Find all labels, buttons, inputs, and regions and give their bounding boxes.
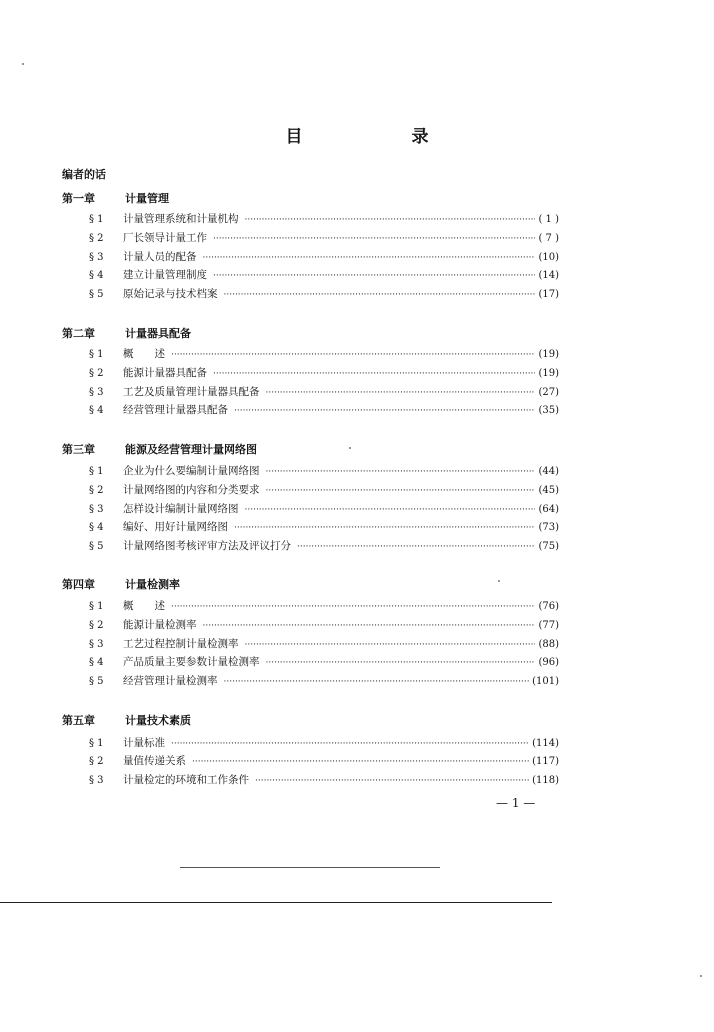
section-number: § 1	[89, 349, 104, 360]
page-ref: (64)	[538, 504, 559, 515]
page-ref: (27)	[538, 387, 559, 398]
toc-entry	[89, 211, 559, 227]
dot-leader	[245, 502, 536, 518]
section-title: 能源计量器具配备	[123, 367, 207, 379]
section-title: 能源计量检测率	[123, 619, 197, 631]
section-title: 原始记录与技术档案	[123, 288, 218, 300]
section-number: § 2	[89, 368, 104, 379]
chapter-number: 第四章	[62, 578, 95, 591]
chapter-number: 第一章	[62, 192, 95, 205]
chapter-heading	[62, 190, 169, 206]
section-number: § 3	[89, 639, 104, 650]
scan-speck	[498, 580, 500, 582]
dot-leader	[245, 212, 536, 228]
section-title: 厂长领导计量工作	[123, 232, 207, 244]
dot-leader	[213, 268, 535, 284]
toc-entry	[89, 267, 559, 283]
section-number: § 4	[89, 522, 104, 533]
chapter-heading	[62, 441, 257, 457]
toc-entry	[89, 617, 559, 633]
dot-leader	[203, 250, 536, 266]
toc-entry	[89, 598, 559, 614]
page-ref: (19)	[538, 368, 559, 379]
dot-leader	[234, 403, 535, 419]
dot-leader	[297, 539, 535, 555]
dot-leader	[203, 618, 536, 634]
page-ref: (73)	[538, 522, 559, 533]
page-ref: ( 7 )	[538, 233, 559, 244]
page-ref: (76)	[538, 601, 559, 612]
toc-entry	[89, 286, 559, 302]
section-number: § 3	[89, 252, 104, 263]
dot-leader	[213, 366, 535, 382]
page-ref: (19)	[538, 349, 559, 360]
dot-leader	[213, 231, 535, 247]
page-ref: ( 1 )	[538, 214, 559, 225]
page-ref: (118)	[532, 775, 559, 786]
toc-entry	[89, 402, 559, 418]
chapter-title: 计量管理	[125, 192, 169, 205]
chapter-title: 计量技术素质	[125, 714, 191, 727]
toc-entry	[89, 249, 559, 265]
section-title: 计量管理系统和计量机构	[123, 213, 239, 225]
toc-entry	[89, 482, 559, 498]
chapter-title: 计量器具配备	[125, 327, 191, 340]
page-ref: (35)	[538, 405, 559, 416]
page-ref: (77)	[538, 620, 559, 631]
section-number: § 2	[89, 620, 104, 631]
section-number: § 1	[89, 738, 104, 749]
section-title: 经营管理计量器具配备	[123, 404, 228, 416]
section-title: 概 述	[123, 348, 165, 360]
section-title: 量值传递关系	[123, 755, 186, 767]
section-number: § 3	[89, 504, 104, 515]
page-ref: (101)	[532, 676, 559, 687]
toc-entry	[89, 230, 559, 246]
dot-leader	[266, 655, 536, 671]
toc-entry	[89, 636, 559, 652]
dot-leader	[171, 347, 535, 363]
section-title: 经营管理计量检测率	[123, 675, 218, 687]
section-title: 企业为什么要编制计量网络图	[123, 465, 260, 477]
preface-entry: 编者的话	[62, 168, 106, 181]
section-number: § 3	[89, 387, 104, 398]
page-ref: (10)	[538, 252, 559, 263]
section-title: 建立计量管理制度	[123, 269, 207, 281]
section-number: § 1	[89, 466, 104, 477]
dot-leader	[224, 674, 530, 690]
section-title: 工艺及质量管理计量器具配备	[123, 386, 260, 398]
dot-leader	[266, 464, 536, 480]
page-ref: (14)	[538, 270, 559, 281]
page-ref: (44)	[538, 466, 559, 477]
toc-entry	[89, 384, 559, 400]
toc-entry	[89, 463, 559, 479]
page-ref: (75)	[538, 541, 559, 552]
section-title: 计量人员的配备	[123, 251, 197, 263]
section-title: 计量网络图的内容和分类要求	[123, 484, 260, 496]
chapter-heading	[62, 325, 191, 341]
section-number: § 2	[89, 233, 104, 244]
section-number: § 5	[89, 541, 104, 552]
page-title: 目 录	[285, 127, 475, 147]
dot-leader	[171, 736, 529, 752]
dot-leader	[224, 287, 536, 303]
section-number: § 1	[89, 601, 104, 612]
toc-entry	[89, 501, 559, 517]
dot-leader	[255, 773, 529, 789]
section-title: 编好、用好计量网络图	[123, 521, 228, 533]
toc-entry	[89, 346, 559, 362]
scan-speck	[700, 975, 702, 977]
page-number: — 1 —	[496, 796, 536, 810]
dot-leader	[234, 520, 535, 536]
dot-leader	[192, 754, 529, 770]
page-ref: (17)	[538, 289, 559, 300]
toc-entry	[89, 772, 559, 788]
section-number: § 3	[89, 775, 104, 786]
section-number: § 2	[89, 485, 104, 496]
scan-speck	[22, 63, 24, 65]
section-title: 工艺过程控制计量检测率	[123, 638, 239, 650]
chapter-number: 第五章	[62, 714, 95, 727]
dot-leader	[266, 385, 536, 401]
dot-leader	[171, 599, 535, 615]
section-number: § 1	[89, 214, 104, 225]
dot-leader	[266, 483, 536, 499]
scan-line	[180, 867, 440, 868]
dot-leader	[245, 637, 536, 653]
scan-line	[0, 902, 552, 903]
scan-speck	[349, 447, 351, 449]
chapter-heading	[62, 712, 191, 728]
section-title: 计量标准	[123, 737, 165, 749]
page-ref: (117)	[532, 756, 559, 767]
section-number: § 2	[89, 756, 104, 767]
page-ref: (88)	[538, 639, 559, 650]
section-number: § 5	[89, 676, 104, 687]
section-number: § 4	[89, 657, 104, 668]
chapter-number: 第二章	[62, 327, 95, 340]
toc-entry	[89, 753, 559, 769]
toc-entry	[89, 735, 559, 751]
section-title: 计量网络图考核评审方法及评议打分	[123, 540, 291, 552]
chapter-number: 第三章	[62, 443, 95, 456]
chapter-heading	[62, 576, 180, 592]
section-number: § 4	[89, 270, 104, 281]
page-ref: (96)	[538, 657, 559, 668]
section-title: 产品质量主要参数计量检测率	[123, 656, 260, 668]
section-number: § 4	[89, 405, 104, 416]
section-title: 怎样设计编制计量网络图	[123, 503, 239, 515]
section-title: 计量检定的环境和工作条件	[123, 774, 249, 786]
page-ref: (114)	[532, 738, 559, 749]
toc-entry	[89, 654, 559, 670]
toc-entry	[89, 538, 559, 554]
chapter-title: 计量检测率	[125, 578, 180, 591]
toc-entry	[89, 519, 559, 535]
toc-entry	[89, 673, 559, 689]
section-number: § 5	[89, 289, 104, 300]
chapter-title: 能源及经营管理计量网络图	[125, 443, 257, 456]
page-ref: (45)	[538, 485, 559, 496]
toc-entry	[89, 365, 559, 381]
section-title: 概 述	[123, 600, 165, 612]
